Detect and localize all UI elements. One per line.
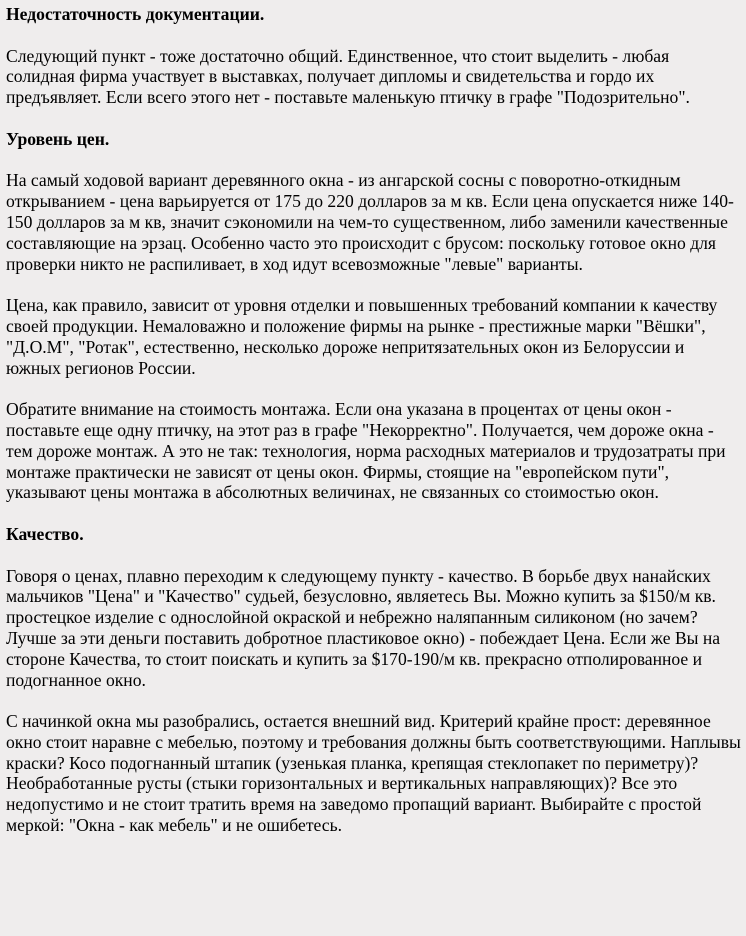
paragraph-documentation: Следующий пункт - тоже достаточно общий. Единственное, что стоит выделить - любая солидная фирма участвует в выставках, получает дипломы и свидетельства и гордо их предъявляет. Если всего этого нет - поставьте маленькую птичку в графе "Подозрительно".: [6, 45, 690, 108]
paragraph-installation-cost: Обратите внимание на стоимость монтажа. Если она указана в процентах от цены окон - поставьте еще одну птичку, на этот раз в графе "Некорректно". Получается, чем дороже окна - тем дороже монтаж. А это не так: технология, норма расходных материалов и трудозатраты при монтаже практически не зависят от цены окон. Фирмы, стоящие на "европейском пути", указывают цены монтажа в абсолютных величинах, не связанных со стоимостью окон.: [6, 399, 726, 503]
paragraph-quality-vs-price: Говоря о ценах, плавно переходим к следующему пункту - качество. В борьбе двух нанайских мальчиков "Цена" и "Качество" судьей, безусловно, являетесь Вы. Можно купить за $150/м кв. простецкое изделие с однослойной окраской и небрежно наляпанным силиконом (но зачем? Лучше за эти деньги поставить добротное пластиковое окно) - побеждает Цена. Если же Вы на стороне Качества, то стоит поискать и купить за $170-190/м кв. прекрасно отполированное и подогнанное окно.: [6, 565, 721, 690]
paragraph-price-range: На самый ходовой вариант деревянного окна - из ангарской сосны с поворотно-откидным открыванием - цена варьируется от 175 до 220 долларов за м кв. Если цена опускается ниже 140-150 долларов за м кв, значит сэкономили на чем-то существенном, либо заменили качественные составляющие на эрзац. Особенно часто это происходит с брусом: поскольку готовое окно для проверки никто не распиливает, в ход идут всевозможные "левые" варианты.: [6, 170, 734, 274]
section-heading-price-level: Уровень цен.: [6, 128, 110, 149]
paragraph-price-factors: Цена, как правило, зависит от уровня отделки и повышенных требований компании к качеству своей продукции. Немаловажно и положение фирмы на рынке - престижные марки "Вёшки", "Д.О.М", "Ротак", естественно, несколько дороже непритязательных окон из Белоруссии и южных регионов России.: [6, 295, 718, 378]
section-heading-documentation: Недостаточность документации.: [6, 4, 265, 24]
section-heading-quality: Качество.: [6, 523, 84, 544]
paragraph-appearance: С начинкой окна мы разобрались, остается внешний вид. Критерий крайне прост: деревянное окно стоит наравне с мебелью, поэтому и требования должны быть соответствующими. Наплывы краски? Косо подогнанный штапик (узенькая планка, крепящая стеклопакет по периметру)? Необработанные русты (стыки горизонтальных и вертикальных направляющих)? Все это недопустимо и не стоит тратить время на заведомо пропащий вариант. Выбирайте с простой меркой: "Окна - как мебель" и не ошибетесь.: [6, 711, 741, 836]
